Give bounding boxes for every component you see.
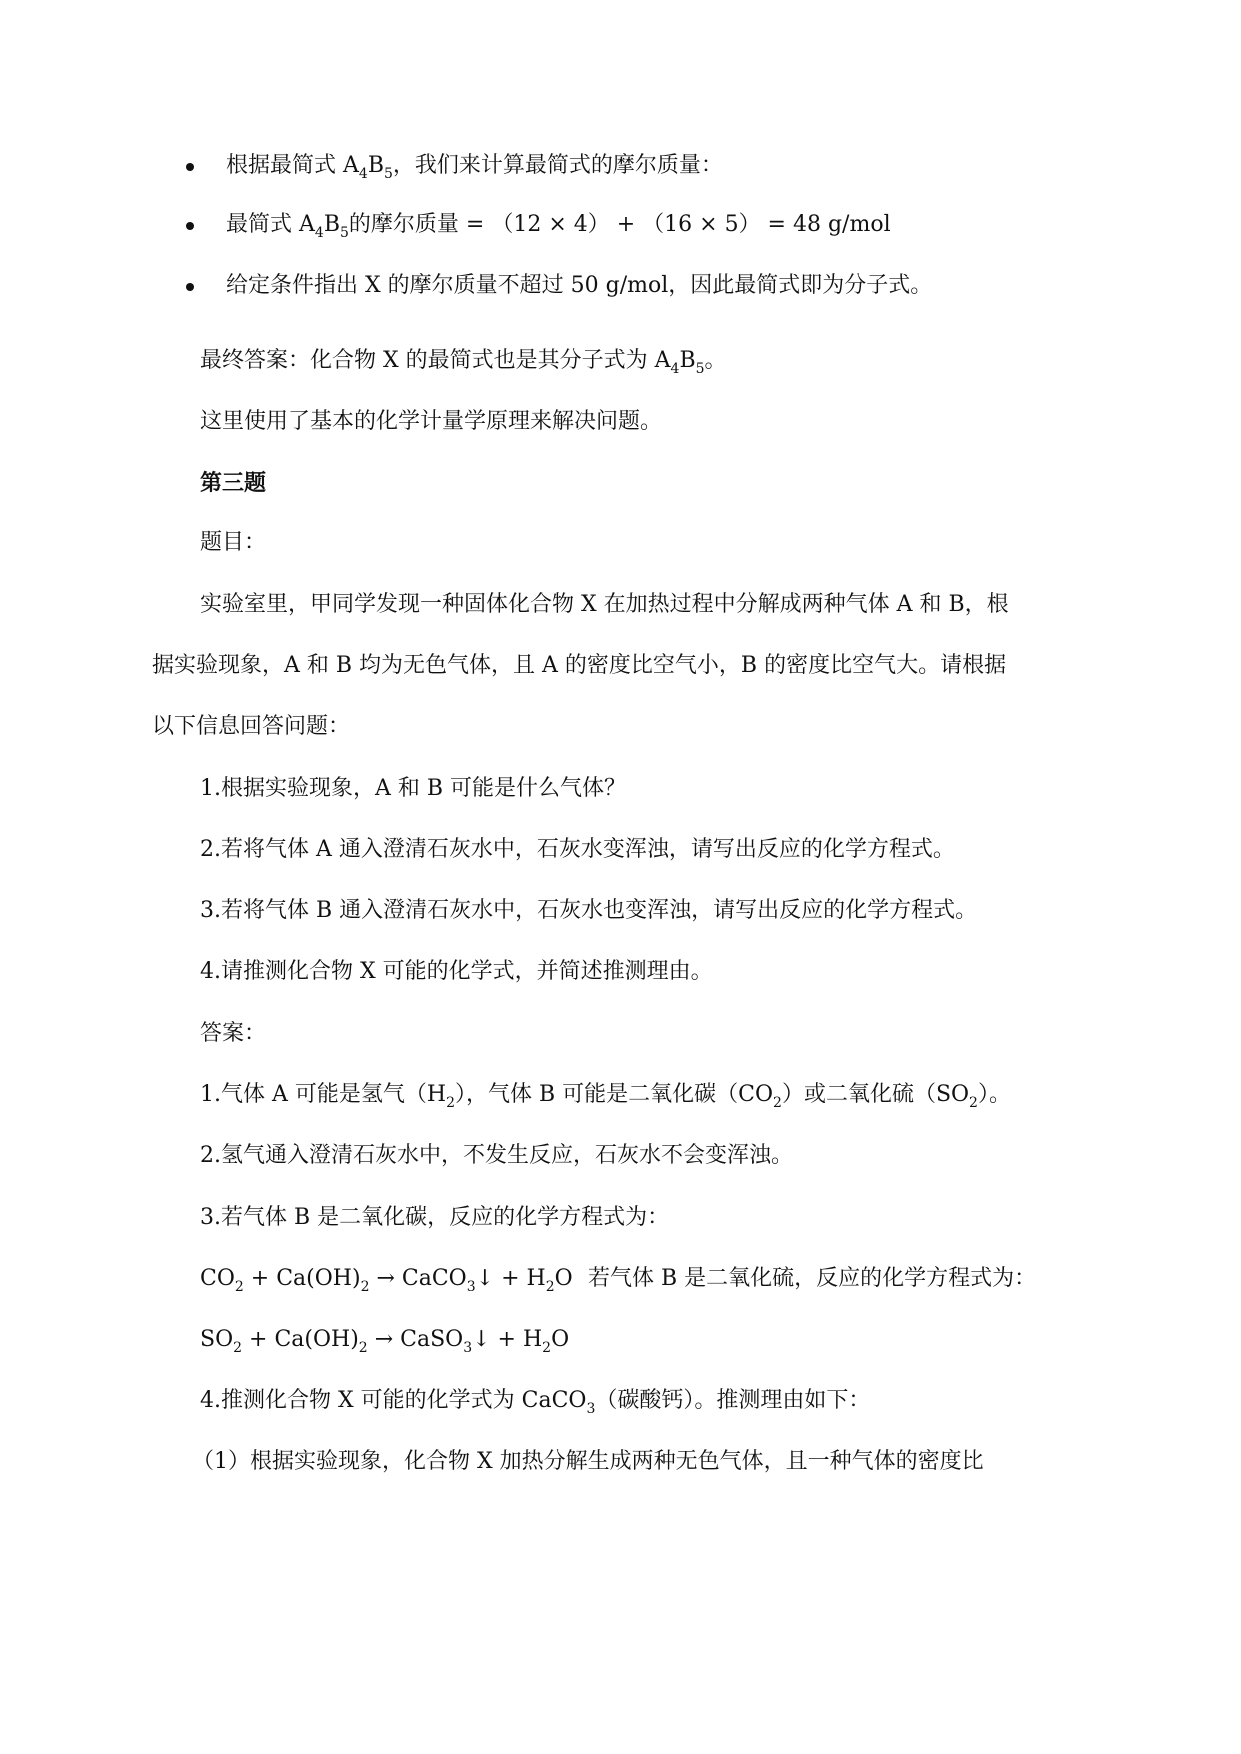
question-text-line-1: 实验室里，甲同学发现一种固体化合物 X 在加热过程中分解成两种气体 A 和 B，根 (200, 592, 1009, 617)
question-text-line-2: 据实验现象，A 和 B 均为无色气体，且 A 的密度比空气小，B 的密度比空气大。请根据 (152, 653, 1007, 678)
question-1: 1.根据实验现象，A 和 B 可能是什么气体？ (200, 776, 627, 801)
question-2: 2.若将气体 A 通入澄清石灰水中，石灰水变浑浊，请写出反应的化学方程式。 (200, 837, 955, 862)
question-text-line-3: 以下信息回答问题： (152, 714, 351, 739)
bullet-dot-1 (186, 163, 194, 171)
equation-so2-intro: 若气体 B 是二氧化硫，反应的化学方程式为： (588, 1266, 1037, 1291)
question-4: 4.请推测化合物 X 可能的化学式，并简述推测理由。 (200, 959, 713, 984)
principle-note: 这里使用了基本的化学计量学原理来解决问题。 (200, 409, 663, 434)
answer-4: 4.推测化合物 X 可能的化学式为 CaCO$_3$（碳酸钙）。推测理由如下： (200, 1388, 871, 1417)
question-3: 3.若将气体 B 通入澄清石灰水中，石灰水也变浑浊，请写出反应的化学方程式。 (200, 898, 978, 923)
bullet-dot-2 (186, 222, 194, 230)
final-answer: 最终答案：化合物 X 的最简式也是其分子式为 $A_4B_5$。 (200, 348, 727, 377)
reason-1: （1）根据实验现象，化合物 X 加热分解生成两种无色气体，且一种气体的密度比 (192, 1449, 984, 1474)
answer-2: 2.氢气通入澄清石灰水中，不发生反应，石灰水不会变浑浊。 (200, 1143, 793, 1168)
question-label: 题目： (200, 530, 267, 555)
bullet-3: 给定条件指出 X 的摩尔质量不超过 50 g/mol，因此最简式即为分子式。 (226, 273, 933, 298)
section-title: 第三题 (200, 470, 267, 496)
bullet-2: 最简式 $A_4B_5$的摩尔质量 = （12 × 4） + （16 × 5） = 48 g/mol (226, 212, 891, 241)
bullet-dot-3 (186, 283, 194, 291)
equation-co2: $CO_2 + Ca(OH)_2$ → CaCO$_3$↓ + $H_2O$ (200, 1266, 573, 1295)
bullet-1: 根据最简式 $A_4B_5$，我们来计算最简式的摩尔质量： (226, 153, 723, 182)
answer-3: 3.若气体 B 是二氧化碳，反应的化学方程式为： (200, 1205, 670, 1230)
answer-label: 答案： (200, 1021, 267, 1046)
answer-1: 1.气体 A 可能是氢气$(H_2)$，气体 B 可能是二氧化碳$(CO_2)$或二氧化硫$(SO_2)$。 (200, 1082, 1011, 1111)
equation-so2: $SO_2 + Ca(OH)_2$ → CaSO$_3$↓ + $H_2O$ (200, 1327, 570, 1356)
